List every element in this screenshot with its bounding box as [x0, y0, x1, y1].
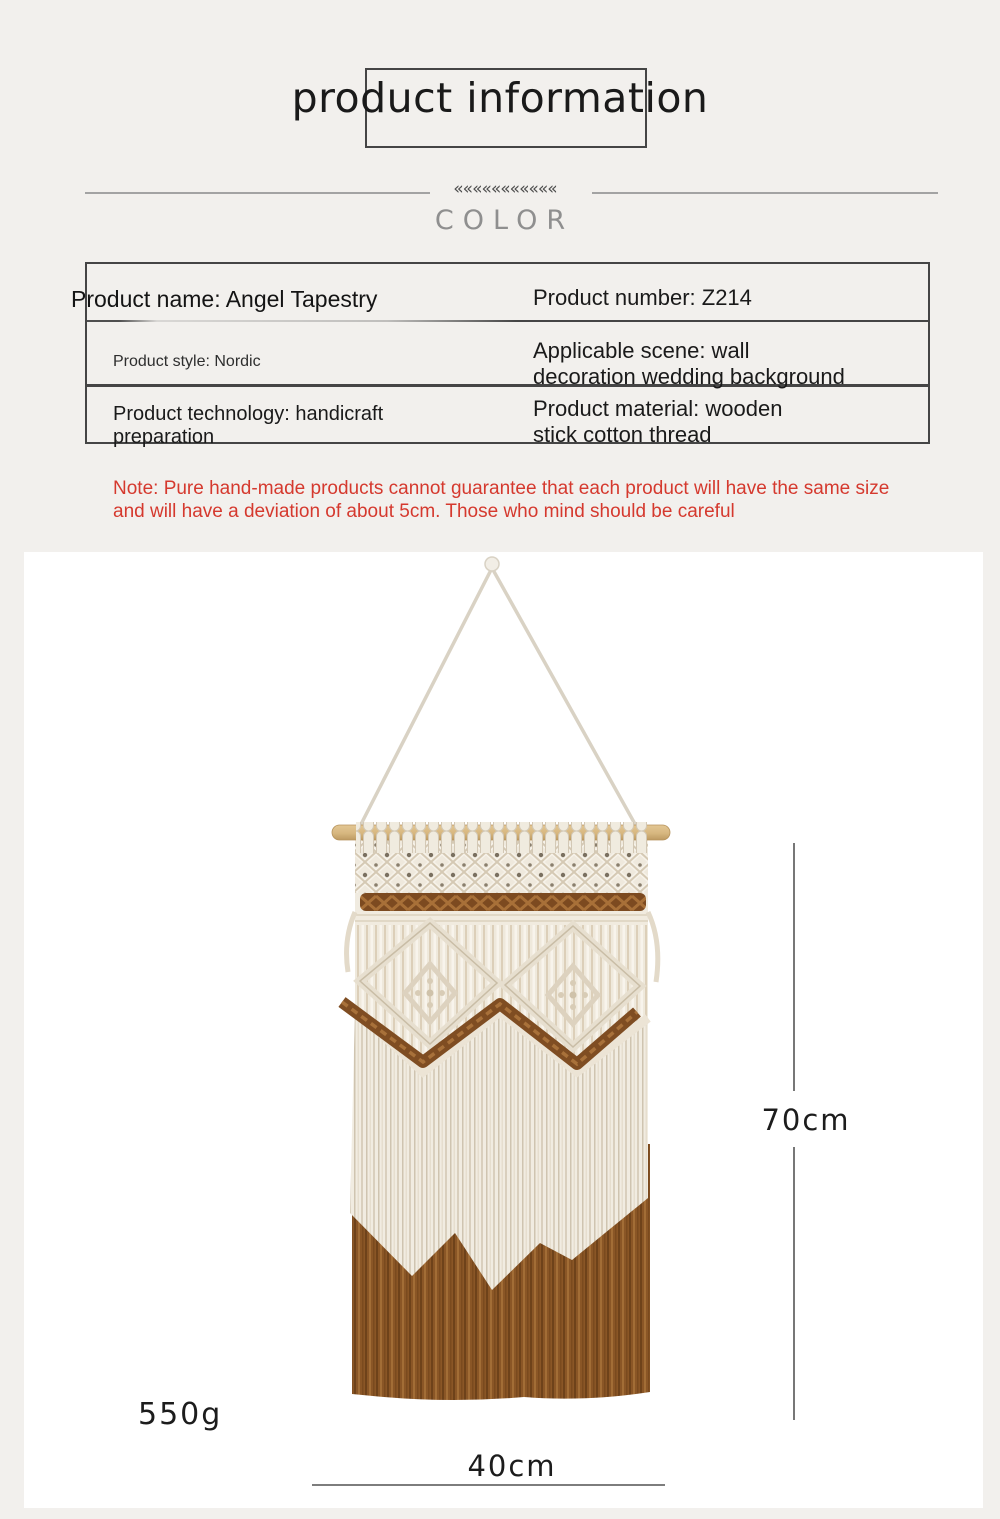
weight-label: 550g	[138, 1397, 223, 1432]
spec-product-style: Product style: Nordic	[113, 353, 261, 370]
width-measure	[312, 1449, 665, 1485]
spec-applicable-scene: Applicable scene: wall decoration wedding background	[533, 338, 845, 389]
width-label: 40cm	[467, 1449, 557, 1483]
page-title: product information	[291, 74, 709, 122]
divider-line-right	[592, 192, 938, 194]
hanging-cord	[355, 557, 640, 836]
spec-product-technology: Product technology: handicraft preparation	[113, 403, 384, 448]
product-spec-table	[71, 262, 930, 448]
chevrons-decoration: «««««««««««	[453, 179, 557, 199]
divider-line-left	[85, 192, 430, 194]
row-separator-1	[87, 320, 928, 322]
spec-product-material: Product material: wooden stick cotton thread	[533, 396, 783, 447]
height-label: 70cm	[761, 1103, 851, 1137]
larks-head-knots	[356, 822, 648, 853]
color-section-heading: COLOR	[434, 205, 575, 236]
braid-band	[360, 893, 646, 911]
handmade-deviation-note: Note: Pure hand-made products cannot guarantee that each product will have the same size and will have a deviation of about 5cm. Those who mind should be careful	[113, 478, 890, 522]
product-photo-panel	[24, 552, 983, 1508]
height-measure	[761, 843, 850, 1420]
spec-product-number: Product number: Z214	[533, 285, 752, 310]
tapestry-illustration	[24, 552, 983, 1508]
spec-product-name: Product name: Angel Tapestry	[71, 286, 378, 312]
